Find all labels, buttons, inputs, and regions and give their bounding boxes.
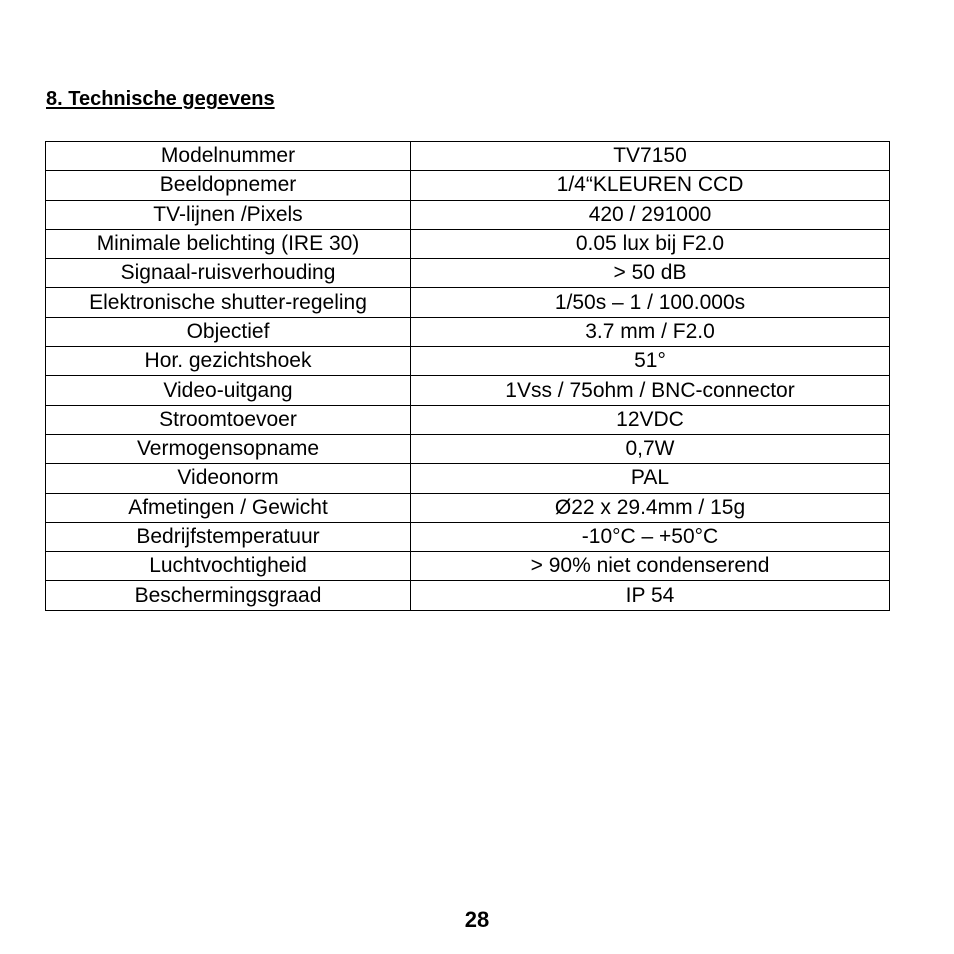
spec-value: PAL (411, 464, 890, 493)
spec-label: Modelnummer (46, 142, 411, 171)
spec-row (46, 229, 890, 258)
spec-value: 1Vss / 75ohm / BNC-connector (411, 376, 890, 405)
spec-value: > 90% niet condenserend (411, 552, 890, 581)
spec-row (46, 464, 890, 493)
spec-value: 3.7 mm / F2.0 (411, 317, 890, 346)
technical-specifications-table (45, 141, 890, 611)
spec-row (46, 171, 890, 200)
spec-row (46, 200, 890, 229)
spec-label: Signaal-ruisverhouding (46, 259, 411, 288)
spec-value: -10°C – +50°C (411, 522, 890, 551)
spec-label: Elektronische shutter-regeling (46, 288, 411, 317)
spec-value: 420 / 291000 (411, 200, 890, 229)
spec-label: Objectief (46, 317, 411, 346)
spec-value: 1/4“KLEUREN CCD (411, 171, 890, 200)
spec-value: > 50 dB (411, 259, 890, 288)
spec-table-body (46, 142, 890, 611)
spec-label: Vermogensopname (46, 434, 411, 463)
spec-row (46, 142, 890, 171)
spec-label: Minimale belichting (IRE 30) (46, 229, 411, 258)
spec-label: TV-lijnen /Pixels (46, 200, 411, 229)
spec-label: Beschermingsgraad (46, 581, 411, 610)
spec-value: 12VDC (411, 405, 890, 434)
spec-label: Luchtvochtigheid (46, 552, 411, 581)
spec-row (46, 493, 890, 522)
spec-label: Hor. gezichtshoek (46, 347, 411, 376)
spec-row (46, 522, 890, 551)
spec-value: 51° (411, 347, 890, 376)
spec-label: Video-uitgang (46, 376, 411, 405)
spec-row (46, 347, 890, 376)
section-heading: 8. Technische gegevens (46, 88, 275, 110)
page-number: 28 (464, 907, 490, 932)
spec-label: Afmetingen / Gewicht (46, 493, 411, 522)
spec-label: Stroomtoevoer (46, 405, 411, 434)
spec-value: Ø22 x 29.4mm / 15g (411, 493, 890, 522)
spec-label: Videonorm (46, 464, 411, 493)
spec-row (46, 288, 890, 317)
spec-value: TV7150 (411, 142, 890, 171)
spec-value: IP 54 (411, 581, 890, 610)
spec-label: Bedrijfstemperatuur (46, 522, 411, 551)
spec-row (46, 317, 890, 346)
spec-value: 0,7W (411, 434, 890, 463)
spec-value: 0.05 lux bij F2.0 (411, 229, 890, 258)
spec-row (46, 405, 890, 434)
spec-row (46, 552, 890, 581)
spec-row (46, 259, 890, 288)
spec-label: Beeldopnemer (46, 171, 411, 200)
spec-row (46, 434, 890, 463)
spec-row (46, 581, 890, 610)
spec-row (46, 376, 890, 405)
spec-value: 1/50s – 1 / 100.000s (411, 288, 890, 317)
